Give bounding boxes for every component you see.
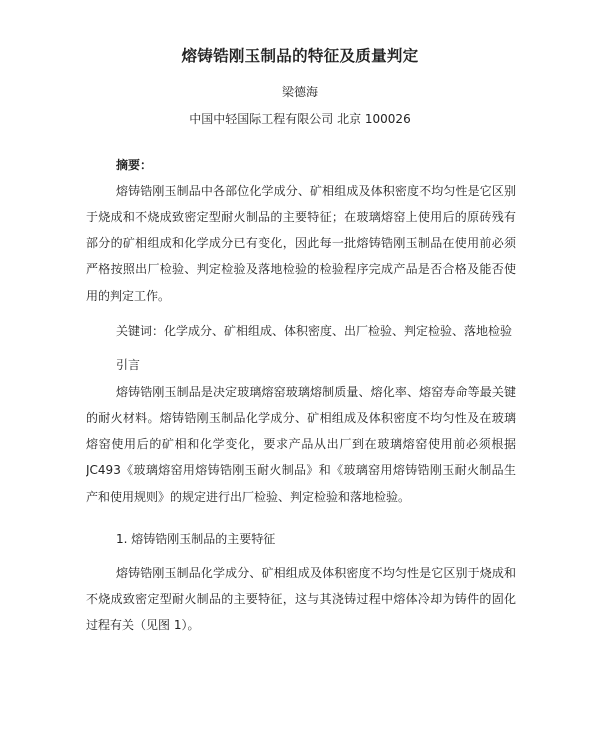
section-1-line: 过程有关（见图 1）。 — [86, 618, 200, 632]
intro-line: JC493《玻璃熔窑用熔铸锆刚玉耐火制品》和《玻璃窑用熔铸锆刚玉耐火制品生 — [86, 463, 516, 477]
paper-title: 熔铸锆刚玉制品的特征及质量判定 — [181, 47, 419, 65]
abstract-line: 于烧成和不烧成致密定型耐火制品的主要特征；在玻璃熔窑上使用后的原砖残有 — [86, 210, 516, 224]
intro-line: 产和使用规则》的规定进行出厂检验、判定检验和落地检验。 — [86, 490, 411, 504]
abstract-line: 严格按照出厂检验、判定检验及落地检验的检验程序完成产品是否合格及能否使 — [86, 262, 516, 276]
abstract-heading: 摘要： — [116, 158, 153, 172]
intro-line: 的耐火材料。熔铸锆刚玉制品化学成分、矿相组成及体积密度不均匀性及在玻璃 — [86, 411, 516, 425]
section-1-line: 不烧成致密定型耐火制品的主要特征，这与其浇铸过程中熔体冷却为铸件的固化 — [86, 592, 516, 606]
abstract-line: 部分的矿相组成和化学成分已有变化，因此每一批熔铸锆刚玉制品在使用前必须 — [86, 236, 516, 250]
section-1-heading: 1. 熔铸锆刚玉制品的主要特征 — [116, 532, 276, 546]
section-1-line: 熔铸锆刚玉制品化学成分、矿相组成及体积密度不均匀性是它区别于烧成和 — [116, 566, 516, 580]
keywords-line: 关键词：化学成分、矿相组成、体积密度、出厂检验、判定检验、落地检验 — [116, 324, 513, 338]
intro-heading: 引言 — [116, 358, 141, 372]
abstract-line: 用的判定工作。 — [86, 289, 171, 303]
intro-line: 熔窑使用后的矿相和化学变化，要求产品从出厂到在玻璃熔窑使用前必须根据 — [86, 437, 516, 451]
author-affiliation: 中国中轻国际工程有限公司 北京 100026 — [189, 112, 411, 126]
abstract-line: 熔铸锆刚玉制品中各部位化学成分、矿相组成及体积密度不均匀性是它区别 — [116, 184, 516, 198]
intro-line: 熔铸锆刚玉制品是决定玻璃熔窑玻璃熔制质量、熔化率、熔窑寿命等最关键 — [116, 385, 516, 399]
author-name: 梁德海 — [281, 85, 318, 99]
